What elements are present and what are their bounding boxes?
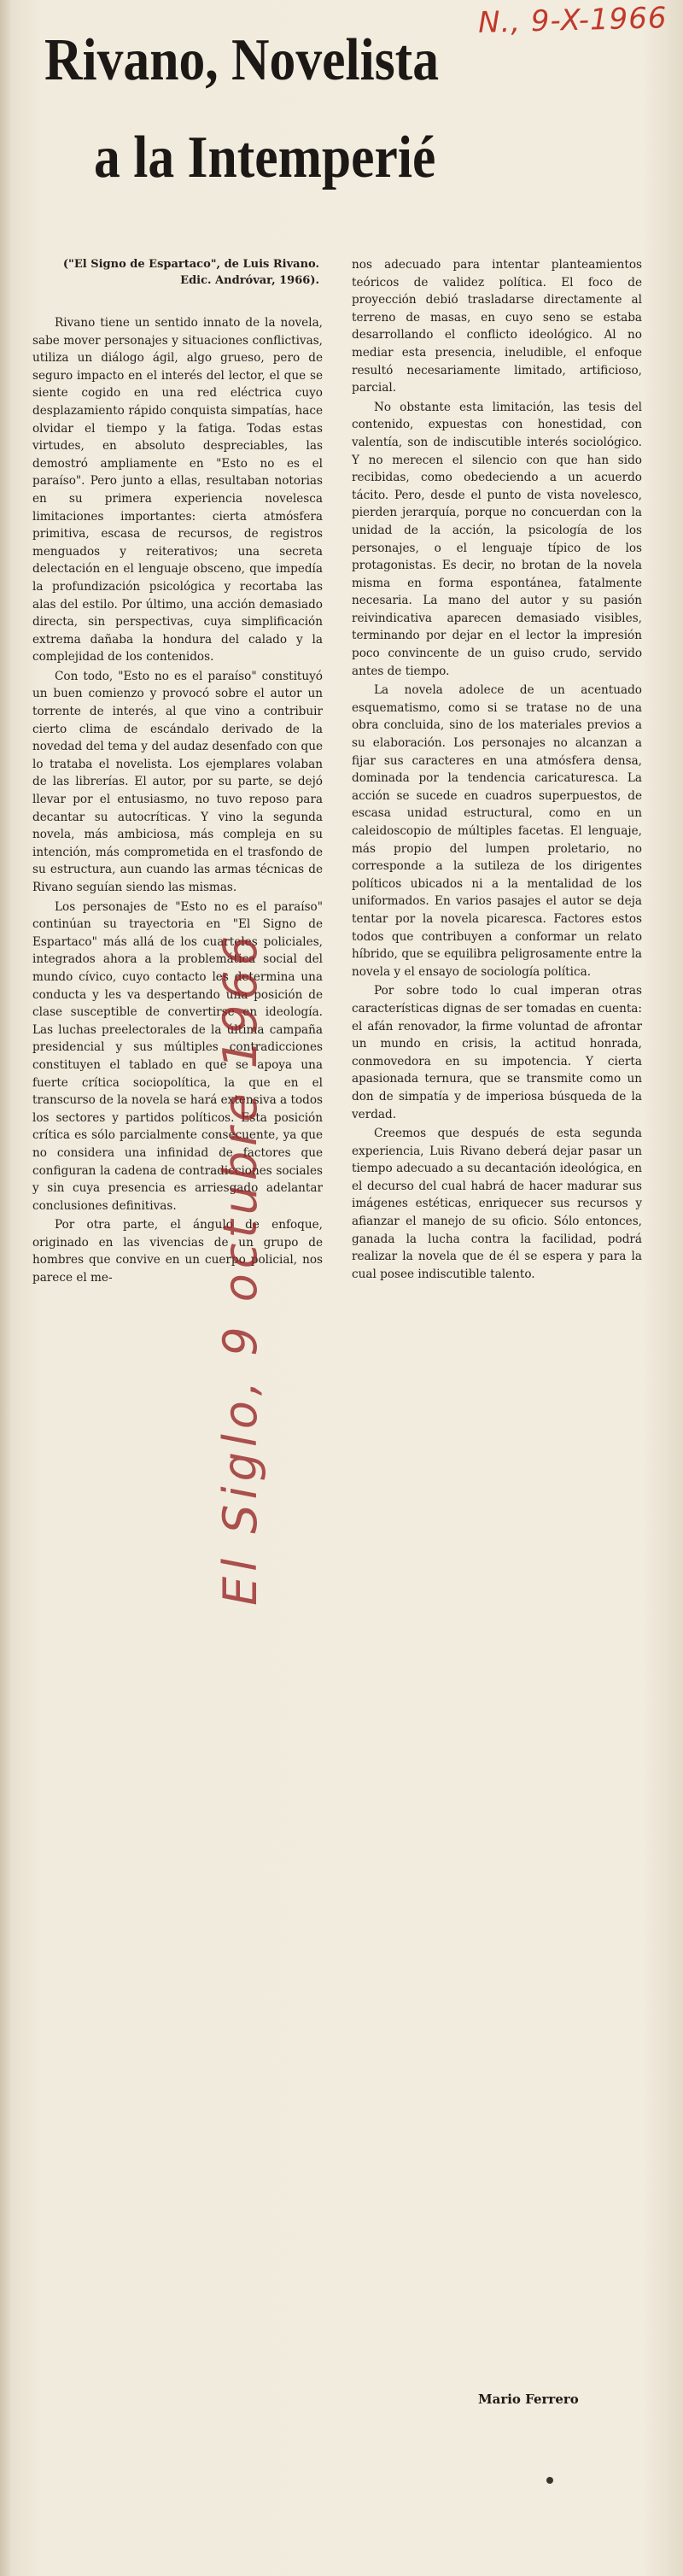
paragraph: Creemos que después de esta segunda experiencia, Luis Rivano deberá dejar pasar un tiempo adecuado a su decantación ideológica, en el decurso del cual habrá de hacer madurar sus imágenes estéticas, enriquecer sus recursos y afianzar el manejo de su oficio. Sólo entonces, ganada la lucha contra la facilidad, podrá realizar la novela que de él se espera y para la cual posee indiscutible talento. bbox=[352, 1127, 642, 1281]
paragraph: Por sobre todo lo cual imperan otras características dignas de ser tomadas en cuenta: el afán renovador, la firme voluntad de afrontar un mundo en crisis, la actitud honrada, conmovedora en su impotencia. Y cierta apasionada ternura, que se transmite como un don de simpatía y de imperiosa búsqueda de la verdad. bbox=[352, 984, 642, 1121]
handwritten-margin-note: El Siglo, 9 octubre 1966 bbox=[213, 930, 267, 1606]
book-reference: ("El Signo de Espartaco", de Luis Rivano. Edic. Andróvar, 1966). bbox=[62, 258, 319, 287]
paragraph: Con todo, "Esto no es el paraíso" constituyó un buen comienzo y provocó sobre el autor un torrente de interés, al que vino a contribuir cierto clima de escándalo derivado de la novedad del tema y del audaz desenfado con que lo trataba el novelista. Los ejemplares volaban de las librerías. El autor, por su parte, se dejó llevar por el entusiasmo, no tuvo reposo para decantar su autocríticas. Y vino la segunda novela, más ambiciosa, más compleja en su intención, más comprometida en el trasfondo de su estructura, aun cuando las armas técnicas de Rivano seguían siendo las mismas. bbox=[32, 669, 323, 894]
handwritten-date: N., 9-X-1966 bbox=[477, 1, 668, 40]
paragraph: Por otra parte, el ángulo de enfoque, originado en las vivencias de un grupo de hombres que convive en un cuerpo policial, nos parece el me- bbox=[32, 1218, 323, 1285]
headline-line-2: a la Intemperié bbox=[94, 125, 436, 190]
headline-line-1: Rivano, Novelista bbox=[44, 27, 439, 93]
left-column bbox=[32, 256, 323, 1289]
paragraph: No obstante esta limitación, las tesis del contenido, expuestas con honestidad, con valentía, son de indiscutible interés sociológico. Y no merecen el silencio con que han sido recibidas, como obedeciendo a un acuerdo tácito. Pero, desde el punto de vista novelesco, pierden jerarquía, porque no concuerdan con la unidad de la acción, la psicología de los personajes, o el lenguaje típico de los protagonistas. Es decir, no brotan de la novela misma en forma espontánea, fatalmente necesaria. La mano del autor y su pasión reivindicativa aparecen demasiado visibles, terminando por dejar en el lector la impresión poco convincente de un guiso crudo, servido antes de tiempo. bbox=[352, 400, 642, 678]
paragraph: La novela adolece de un acentuado esquematismo, como si se tratase no de una obra concluida, sino de los materiales previos a su elaboración. Los personajes no alcanzan a fijar sus caracteres en una atmósfera densa, dominada por la tendencia caricaturesca. La acción se sucede en cuadros superpuestos, de escasa unidad estructural, como en un caleidoscopio de múltiples facetas. El lenguaje, más propio del lumpen proletario, no corresponde a la sutileza de los dirigentes políticos ubicados ni a la mentalidad de los uniformados. En varios pasajes el autor se deja tentar por la novela picaresca. Factores estos todos que contribuyen a conformar un relato híbrido, que se equilibra peligrosamente entre la novela y el ensayo de sociología política. bbox=[352, 683, 642, 979]
ink-spot bbox=[546, 2477, 553, 2484]
author-signature: Mario Ferrero bbox=[478, 2392, 579, 2407]
paragraph: Los personajes de "Esto no es el paraíso" continúan su trayectoria en "El Signo de Espartaco" más allá de los cuarteles policiales, integrados ahora a la problemática social del mundo cívico, cuyo contacto les determina una conducta y les va despertando una posición de clase susceptible de convertirse en ideología. Las luchas preelectorales de la última campaña presidencial y sus múltiples contradicciones constituyen el tablado en que se apoya una fuerte crítica sociopolítica, la que en el transcurso de la novela se hará extensiva a todos los sectores y partidos políticos. Esta posición crítica es sólo parcialmente consecuente, ya que no considera una infinidad de factores que configuran la cadena de contradicciones sociales y sin cuya presencia es arriesgado adelantar conclusiones definitivas. bbox=[32, 899, 323, 1213]
paragraph: nos adecuado para intentar planteamientos teóricos de validez política. El foco de proyección debió trasladarse directamente al terreno de masas, en cuyo seno se estaba desarrollando el conflicto ideológico. Al no mediar esta presencia, ineludible, el enfoque resultó necesariamente limitado, artificioso, parcial. bbox=[352, 258, 642, 395]
clipping-edge-shadow bbox=[0, 0, 12, 2576]
right-column bbox=[352, 256, 642, 1285]
paragraph: Rivano tiene un sentido innato de la novela, sabe mover personajes y situaciones conflictivas, utiliza un diálogo ágil, algo grueso, pero de seguro impacto en el interés del lector, el que se siente cogido en una red eléctrica cuyo desplazamiento rápido conquista simpatías, hace olvidar el tiempo y la fatiga. Todas estas virtudes, en absoluto despreciables, las demostró ampliamente en "Esto no es el paraíso". Pero junto a ellas, resultaban notorias en su primera experiencia novelesca limitaciones importantes: cierta atmósfera primitiva, escasa de recursos, de registros menguados y reiterativos; una secreta delectación en el lenguaje obsceno, que impedía la profundización psicológica y recortaba las alas del estilo. Por último, una acción demasiado directa, sin perspectivas, cuya simplificación extrema dañaba la hondura del calado y la complejidad de los contenidos. bbox=[32, 316, 323, 664]
